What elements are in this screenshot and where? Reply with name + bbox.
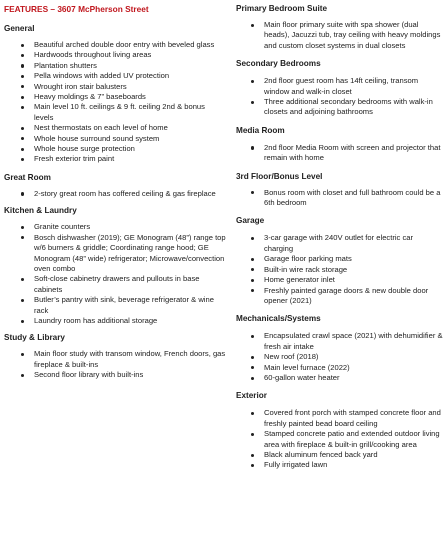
list-item: Main floor primary suite with spa shower (dual heads), Jacuzzi tub, tray ceiling with heavy moldings and custom closet systems in dual closets (236, 20, 444, 51)
list-item: Home generator inlet (236, 275, 444, 285)
section-title-great-room: Great Room (4, 172, 51, 182)
list-item: Garage floor parking mats (236, 254, 444, 264)
document-title: FEATURES – 3607 McPherson Street (4, 4, 149, 14)
list-item: Hardwoods throughout living areas (4, 50, 226, 60)
list-item: Bonus room with closet and full bathroom could be a 6th bedroom (236, 188, 444, 209)
list-item: Laundry room has additional storage (4, 316, 226, 326)
list-item: Heavy moldings & 7” baseboards (4, 92, 226, 102)
list-item: 3-car garage with 240V outlet for electric car charging (236, 233, 444, 254)
section-exterior (236, 391, 444, 470)
section-kitchen (4, 206, 226, 326)
list-item: Main level 10 ft. ceilings & 9 ft. ceiling 2nd & bonus levels (4, 102, 226, 123)
list-general (4, 40, 226, 165)
list-item: Encapsulated crawl space (2021) with dehumidifier & fresh air intake (236, 331, 444, 352)
list-item: Soft-close cabinetry drawers and pullouts in base cabinets (4, 274, 226, 295)
list-primary (236, 20, 444, 51)
left-column (4, 0, 226, 381)
list-item: Bosch dishwasher (2019); GE Monogram (48”) range top w/6 burners & griddle; Coordinating range hood; GE Monogram (48” wide) refrigerator; Microwave/convection oven combo (4, 233, 226, 275)
section-study (4, 333, 226, 380)
section-title-media: Media Room (236, 125, 285, 135)
list-item: New roof (2018) (236, 352, 444, 362)
list-kitchen (4, 222, 226, 326)
list-item: Butler’s pantry with sink, beverage refrigerator & wine rack (4, 295, 226, 316)
section-title-mechanicals: Mechanicals/Systems (236, 314, 321, 324)
list-item: Main level furnace (2022) (236, 363, 444, 373)
list-item: Built-in wire rack storage (236, 265, 444, 275)
section-primary (236, 4, 444, 51)
section-general (4, 24, 226, 165)
list-item: 2-story great room has coffered ceiling & gas fireplace (4, 189, 226, 199)
list-item: Stamped concrete patio and extended outdoor living area with fireplace & built-in grill/cooking area (236, 429, 444, 450)
list-great-room (4, 189, 226, 199)
section-title-secondary: Secondary Bedrooms (236, 59, 321, 69)
list-item: Three additional secondary bedrooms with walk-in closets and adjoining bathrooms (236, 97, 444, 118)
list-item: Wrought iron stair balusters (4, 82, 226, 92)
list-item: Freshly painted garage doors & new double door opener (2021) (236, 286, 444, 307)
section-garage (236, 216, 444, 306)
list-item: 2nd floor guest room has 14ft ceiling, transom window and walk-in closet (236, 76, 444, 97)
list-garage (236, 233, 444, 306)
section-title-kitchen: Kitchen & Laundry (4, 206, 77, 216)
list-exterior (236, 408, 444, 470)
section-mechanicals (236, 314, 444, 383)
list-item: 60-gallon water heater (236, 373, 444, 383)
section-title-primary: Primary Bedroom Suite (236, 4, 327, 13)
list-item: Beautiful arched double door entry with beveled glass (4, 40, 226, 50)
list-media (236, 143, 444, 164)
list-item: Fully irrigated lawn (236, 460, 444, 470)
section-title-study: Study & Library (4, 333, 65, 343)
section-bonus (236, 172, 444, 209)
list-item: Whole house surge protection (4, 144, 226, 154)
section-media (236, 126, 444, 164)
list-item: 2nd floor Media Room with screen and projector that remain with home (236, 143, 444, 164)
section-title-general: General (4, 24, 35, 33)
list-item: Pella windows with added UV protection (4, 71, 226, 81)
list-item: Covered front porch with stamped concrete floor and freshly painted bead board ceiling (236, 408, 444, 429)
list-study (4, 349, 226, 380)
section-great-room (4, 173, 226, 199)
right-column (236, 0, 444, 471)
list-item: Whole house surround sound system (4, 134, 226, 144)
list-bonus (236, 188, 444, 209)
list-item: Black aluminum fenced back yard (236, 450, 444, 460)
list-item: Second floor library with built-ins (4, 370, 226, 380)
list-secondary (236, 76, 444, 118)
section-title-bonus: 3rd Floor/Bonus Level (236, 171, 323, 181)
list-mechanicals (236, 331, 444, 383)
list-item: Main floor study with transom window, French doors, gas fireplace & built-ins (4, 349, 226, 370)
list-item: Granite counters (4, 222, 226, 232)
section-title-garage: Garage (236, 216, 265, 226)
list-item: Plantation shutters (4, 61, 226, 71)
list-item: Nest thermostats on each level of home (4, 123, 226, 133)
list-item: Fresh exterior trim paint (4, 154, 226, 164)
section-secondary (236, 59, 444, 118)
section-title-exterior: Exterior (236, 391, 267, 401)
